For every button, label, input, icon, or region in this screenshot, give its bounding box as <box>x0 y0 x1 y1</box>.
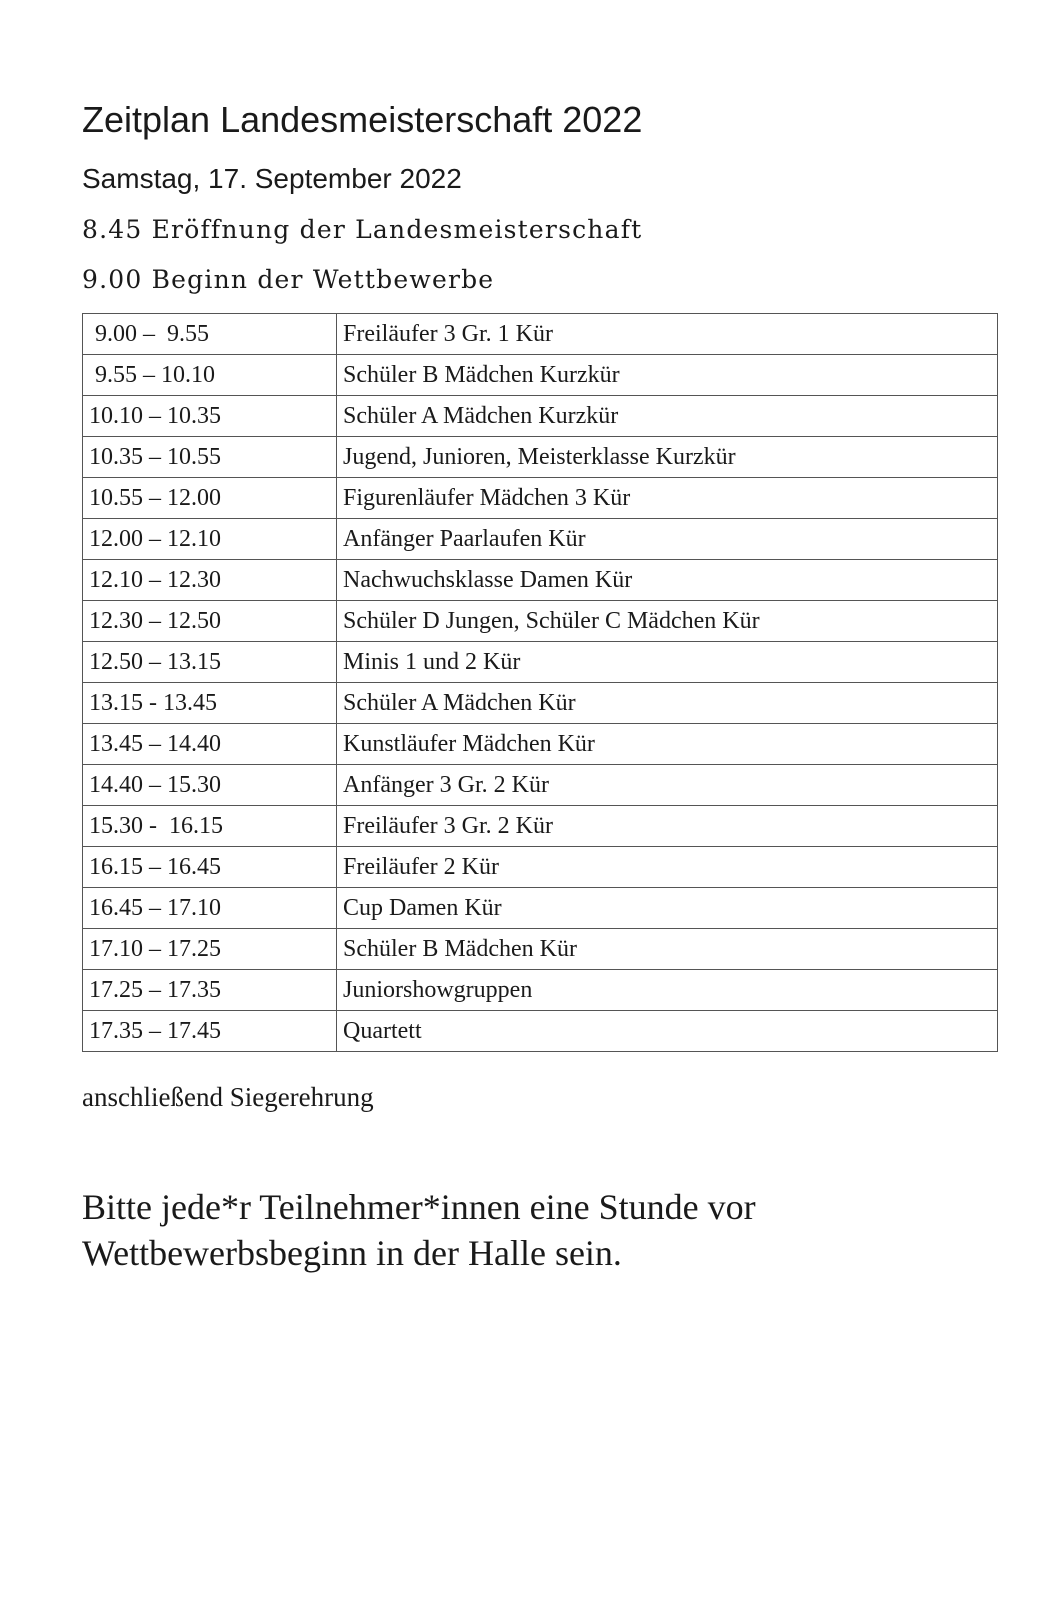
table-row <box>83 683 998 724</box>
table-row <box>83 929 998 970</box>
schedule-body <box>83 314 998 1052</box>
time-slot-cell: 17.35 – 17.45 <box>83 1011 337 1052</box>
table-row <box>83 314 998 355</box>
table-row <box>83 765 998 806</box>
time-slot-cell: 13.45 – 14.40 <box>83 724 337 765</box>
table-row <box>83 847 998 888</box>
table-row <box>83 601 998 642</box>
time-slot-cell: 14.40 – 15.30 <box>83 765 337 806</box>
arrival-notice: Bitte jede*r Teilnehmer*innen eine Stunde vor Wettbewerbsbeginn in der Halle sein. <box>82 1187 756 1273</box>
table-row <box>83 560 998 601</box>
event-cell: Freiläufer 3 Gr. 2 Kür <box>337 806 998 847</box>
time-slot-cell: 15.30 - 16.15 <box>83 806 337 847</box>
event-cell: Figurenläufer Mädchen 3 Kür <box>337 478 998 519</box>
table-row <box>83 437 998 478</box>
event-cell: Schüler B Mädchen Kurzkür <box>337 355 998 396</box>
event-cell: Schüler A Mädchen Kür <box>337 683 998 724</box>
event-cell: Anfänger Paarlaufen Kür <box>337 519 998 560</box>
time-slot-cell: 16.45 – 17.10 <box>83 888 337 929</box>
table-row <box>83 478 998 519</box>
event-cell: Schüler A Mädchen Kurzkür <box>337 396 998 437</box>
table-row <box>83 724 998 765</box>
table-row <box>83 806 998 847</box>
time-slot-cell: 12.30 – 12.50 <box>83 601 337 642</box>
table-row <box>83 888 998 929</box>
time-slot-cell: 16.15 – 16.45 <box>83 847 337 888</box>
event-cell: Quartett <box>337 1011 998 1052</box>
table-row <box>83 519 998 560</box>
time-slot-cell: 13.15 - 13.45 <box>83 683 337 724</box>
page-title: Zeitplan Landesmeisterschaft 2022 <box>82 99 643 140</box>
event-cell: Minis 1 und 2 Kür <box>337 642 998 683</box>
table-row <box>83 1011 998 1052</box>
event-cell: Schüler B Mädchen Kür <box>337 929 998 970</box>
competition-start-line: 9.00 Beginn der Wettbewerbe <box>82 265 495 294</box>
event-cell: Jugend, Junioren, Meisterklasse Kurzkür <box>337 437 998 478</box>
event-cell: Anfänger 3 Gr. 2 Kür <box>337 765 998 806</box>
time-slot-cell: 9.55 – 10.10 <box>83 355 337 396</box>
opening-line: 8.45 Eröffnung der Landesmeisterschaft <box>82 215 643 244</box>
time-slot-cell: 9.00 – 9.55 <box>83 314 337 355</box>
table-row <box>83 642 998 683</box>
event-cell: Schüler D Jungen, Schüler C Mädchen Kür <box>337 601 998 642</box>
time-slot-cell: 17.10 – 17.25 <box>83 929 337 970</box>
event-cell: Freiläufer 3 Gr. 1 Kür <box>337 314 998 355</box>
event-cell: Cup Damen Kür <box>337 888 998 929</box>
award-ceremony-note: anschließend Siegerehrung <box>82 1082 374 1112</box>
time-slot-cell: 12.10 – 12.30 <box>83 560 337 601</box>
time-slot-cell: 12.00 – 12.10 <box>83 519 337 560</box>
event-cell: Nachwuchsklasse Damen Kür <box>337 560 998 601</box>
event-cell: Freiläufer 2 Kür <box>337 847 998 888</box>
schedule-table <box>82 313 998 1052</box>
time-slot-cell: 10.55 – 12.00 <box>83 478 337 519</box>
table-row <box>83 970 998 1011</box>
event-date: Samstag, 17. September 2022 <box>82 163 462 194</box>
event-cell: Juniorshowgruppen <box>337 970 998 1011</box>
time-slot-cell: 10.10 – 10.35 <box>83 396 337 437</box>
event-cell: Kunstläufer Mädchen Kür <box>337 724 998 765</box>
table-row <box>83 396 998 437</box>
table-row <box>83 355 998 396</box>
time-slot-cell: 10.35 – 10.55 <box>83 437 337 478</box>
time-slot-cell: 17.25 – 17.35 <box>83 970 337 1011</box>
time-slot-cell: 12.50 – 13.15 <box>83 642 337 683</box>
